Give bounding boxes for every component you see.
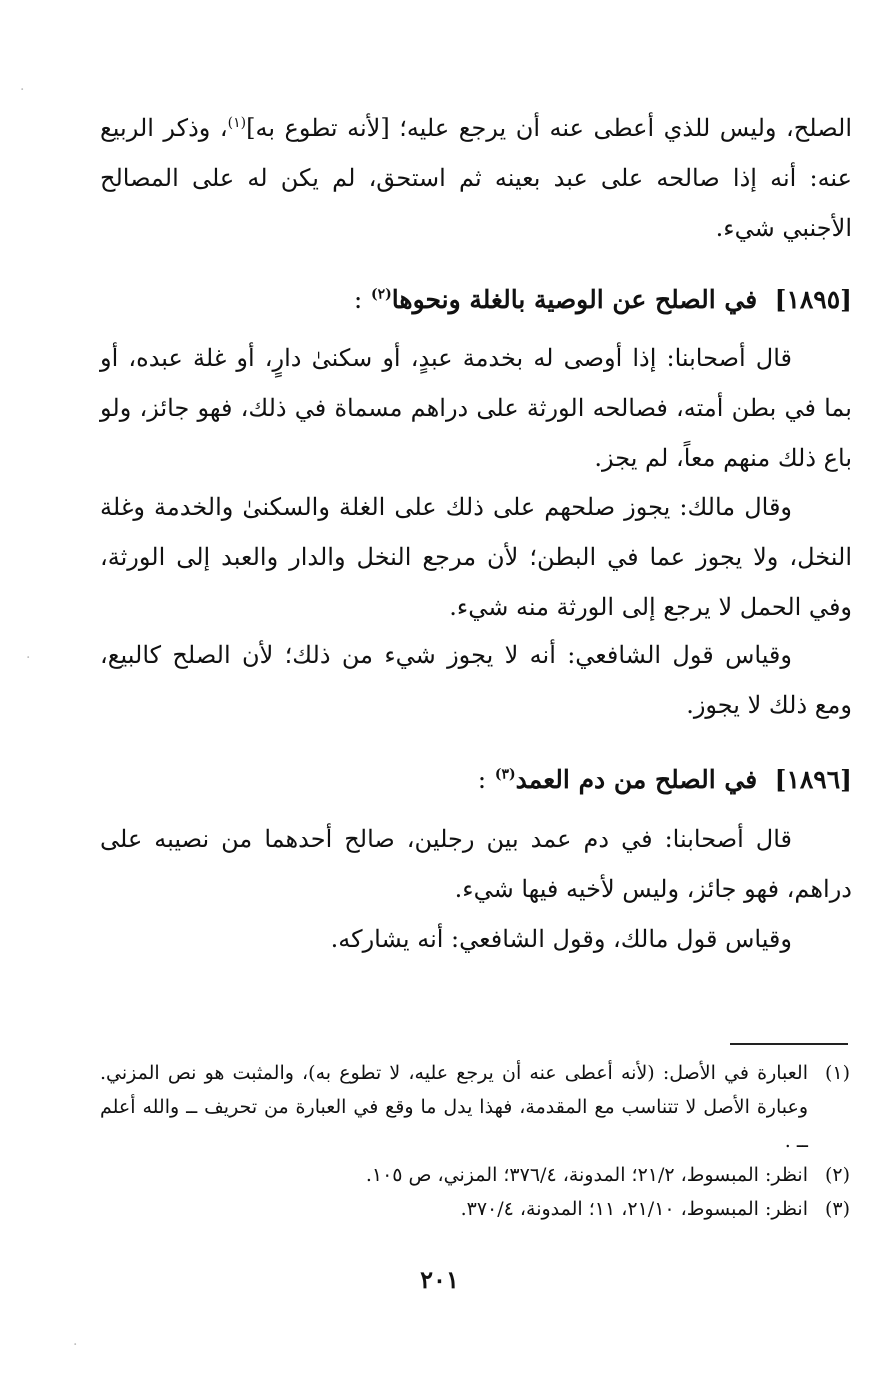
- paragraph-text-part-1: الصلح، وليس للذي أعطى عنه أن يرجع عليه؛ [لأنه تطوع به]: [246, 114, 852, 142]
- paragraph-hanafi-opinion: قال أصحابنا: إذا أوصى له بخدمة عبدٍ، أو سكنىٰ دارٍ، أو غلة عبده، أو بما في بطن أمته، فصالحه الورثة على دراهم مسماة في ذلك، فهو جائز، ولو باع ذلك منهم معاً، لم يجز.: [100, 344, 852, 472]
- page-number: ٢٠١: [420, 1265, 459, 1294]
- heading-colon: :: [477, 765, 487, 794]
- section-body-1896-others: [100, 914, 852, 964]
- paragraph-hanafi-opinion: قال أصحابنا: في دم عمد بين رجلين، صالح أحدهما من نصيبه على دراهم، فهو جائز، وليس لأخيه فيها شيء.: [100, 825, 852, 903]
- footnote-ref-3[interactable]: (٣): [494, 766, 516, 783]
- footnote-ref-1[interactable]: (١): [227, 115, 247, 131]
- section-heading-1896: [100, 760, 852, 800]
- scan-mark: ·: [26, 650, 31, 666]
- paragraph-maliki-shafii-opinion: وقياس قول مالك، وقول الشافعي: أنه يشاركه.: [330, 925, 792, 953]
- paragraph-text: [100, 103, 852, 253]
- footnote-text: انظر: المبسوط، ٢١/١٠، ١١؛ المدونة، ٣٧٠/٤.: [460, 1198, 808, 1220]
- section-heading-1895: [100, 280, 852, 320]
- footnote-number: (١): [824, 1062, 850, 1084]
- footnote-2: [100, 1158, 850, 1192]
- footnote-number: (٢): [824, 1164, 850, 1186]
- heading-colon: :: [353, 285, 363, 314]
- paragraph-shafii-opinion: وقياس قول الشافعي: أنه لا يجوز شيء من ذلك؛ لأن الصلح كالبيع، ومع ذلك لا يجوز.: [100, 641, 852, 719]
- footnote-3: [100, 1192, 850, 1226]
- footnote-text: العبارة في الأصل: (لأنه أعطى عنه أن يرجع عليه، لا تطوع به)، والمثبت هو نص المزني. وعبارة الأصل لا تتناسب مع المقدمة، فهذا يدل ما وقع في العبارة من تحريف ــ والله أعلم ــ .: [100, 1062, 808, 1152]
- section-title: في الصلح من دم العمد: [515, 765, 758, 794]
- paragraph-maliki-opinion: وقال مالك: يجوز صلحهم على ذلك على الغلة والسكنىٰ والخدمة وغلة النخل، ولا يجوز عما في البطن؛ لأن مرجع النخل والدار والعبد إلى الورثة، وفي الحمل لا يرجع إلى الورثة منه شيء.: [100, 493, 852, 621]
- footnote-1: [100, 1056, 850, 1158]
- footnote-ref-2[interactable]: (٢): [371, 286, 392, 303]
- footnote-text: انظر: المبسوط، ٢١/٢؛ المدونة، ٣٧٦/٤؛ المزني، ص ١٠٥.: [365, 1164, 808, 1186]
- section-body-1895-shafii: [100, 630, 852, 730]
- section-number: [١٨٩٦]: [774, 765, 852, 794]
- section-body-1895-maliki: [100, 482, 852, 632]
- section-body-1895: [100, 333, 852, 483]
- paragraph-text-part-2: ، وذكر الربيع عنه: أنه إذا صالحه على عبد بعينه ثم استحق، لم يكن له على المصالح الأجنبي شيء.: [100, 114, 852, 242]
- section-number: [١٨٩٥]: [774, 285, 852, 314]
- footnote-separator: [730, 1043, 848, 1045]
- footnotes: [100, 1056, 850, 1226]
- scan-mark: ·: [20, 82, 25, 98]
- footnote-number: (٣): [824, 1198, 850, 1220]
- section-body-1896: [100, 814, 852, 914]
- paragraph-continuation: [100, 103, 852, 253]
- scan-mark: ·: [73, 1337, 78, 1353]
- section-title: في الصلح عن الوصية بالغلة ونحوها: [391, 285, 758, 314]
